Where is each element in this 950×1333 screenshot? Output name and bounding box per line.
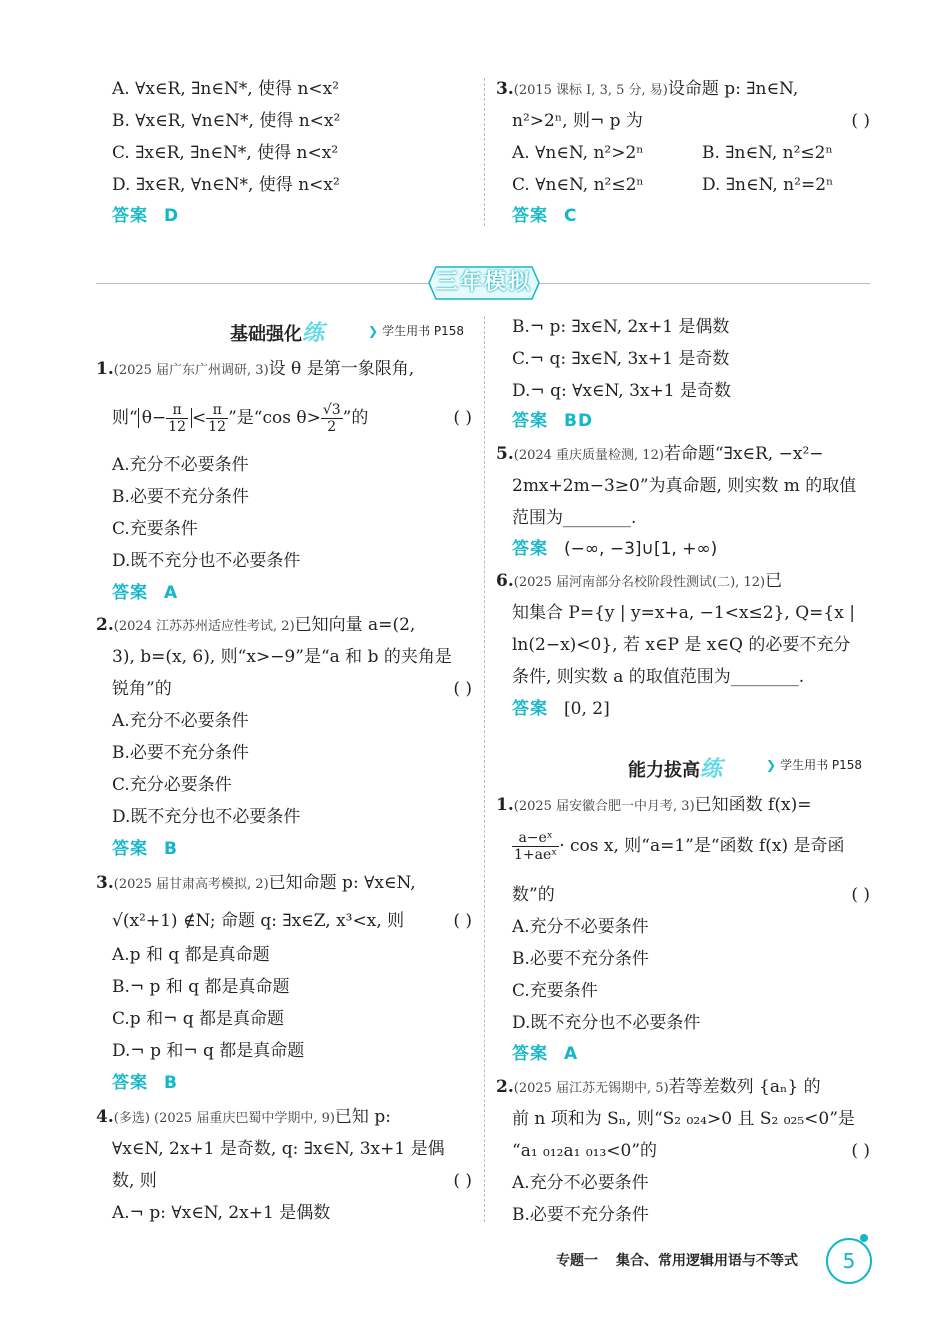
option-c: C. ∀n∈N, n²≤2ⁿ	[512, 175, 644, 195]
section-title-advanced: 能力拔高练	[628, 757, 723, 782]
banner-title: 三年模拟	[435, 270, 532, 295]
answer: 答案 BD	[512, 411, 594, 431]
right-column	[496, 0, 870, 1333]
question-1-advanced: 1.(2025 届安徽合肥一中月考, 3)已知函数 f(x)=	[496, 795, 812, 815]
option-b: B.必要不充分条件	[512, 1205, 649, 1225]
option-b: B. ∀x∈R, ∀n∈N*, 使得 n<x²	[112, 111, 341, 131]
question-1: 1.(2025 届广东广州调研, 3)设 θ 是第一象限角,	[96, 359, 415, 379]
option-b: B. ∃n∈N, n²≤2ⁿ	[702, 143, 833, 163]
abs-expression: θ− $\frac{\pi}{12}$	[138, 408, 192, 428]
option-b: B.¬ p: ∃x∈N, 2x+1 是偶数	[512, 317, 730, 337]
question-1-advanced-line2: $\frac{\text{a−eˣ}}{\text{1+aeˣ}}$ · cos x, 则“a=1”是“函数 f(x) 是奇函	[514, 830, 845, 863]
section-ref-basic: ❯ 学生用书 P158	[368, 324, 465, 338]
question-4-line2: ∀x∈N, 2x+1 是奇数, q: ∃x∈N, 3x+1 是偶	[112, 1139, 445, 1159]
fraction-pi-12-b: $\frac{\pi}{12}$	[208, 402, 227, 435]
option-c: C.充要条件	[112, 519, 198, 539]
answer-paren: ( )	[453, 1171, 472, 1191]
answer: 答案 B	[112, 839, 178, 859]
answer-paren: ( )	[453, 408, 472, 428]
question-3-line2: √(x²+1) ∉N; 命题 q: ∃x∈Z, x³<x, 则	[112, 911, 405, 931]
option-c: C.充要条件	[512, 981, 598, 1001]
option-d: D. ∃x∈R, ∀n∈N*, 使得 n<x²	[112, 175, 340, 195]
option-a: A.p 和 q 都是真命题	[112, 945, 270, 965]
option-d: D.¬ p 和¬ q 都是真命题	[112, 1041, 305, 1061]
option-d: D.既不充分也不必要条件	[112, 807, 301, 827]
question-2-advanced-line2: 前 n 项和为 Sₙ, 则“S₂ ₀₂₄>0 且 S₂ ₀₂₅<0”是	[512, 1109, 855, 1129]
answer-paren: ( )	[851, 111, 870, 131]
option-b: B.必要不充分条件	[112, 743, 249, 763]
option-a: A.充分不必要条件	[512, 1173, 649, 1193]
question-6-line3: ln(2−x)<0}, 若 x∈P 是 x∈Q 的必要不充分	[512, 635, 851, 655]
question-3-line2: n²>2ⁿ, 则¬ p 为	[512, 111, 643, 131]
left-column	[96, 0, 472, 1333]
question-3: 3.(2015 课标 Ⅰ, 3, 5 分, 易)设命题 p: ∃n∈N,	[496, 79, 799, 99]
answer: 答案 C	[512, 206, 578, 226]
option-b: B.必要不充分条件	[112, 487, 249, 507]
option-d: D.¬ q: ∀x∈N, 3x+1 是奇数	[512, 381, 731, 401]
fraction-pi-12: $\frac{\pi}{12}$	[168, 402, 187, 435]
answer: 答案 A	[512, 1044, 579, 1064]
question-6: 6.(2025 届河南部分名校阶段性测试(二), 12)已	[496, 571, 783, 591]
question-1-line2: 则“ θ− $\frac{\pi}{12}$ < $\frac{\pi}{12}$ ”是“cos θ> $\frac{√3}{2}$ ”的	[112, 402, 369, 435]
option-a: A.充分不必要条件	[512, 917, 649, 937]
answer-paren: ( )	[851, 1141, 870, 1161]
question-2-line2: 3), b=(x, 6), 则“x>−9”是“a 和 b 的夹角是	[112, 647, 452, 667]
top-column-divider	[484, 78, 485, 226]
option-c: C.¬ q: ∃x∈N, 3x+1 是奇数	[512, 349, 730, 369]
answer: 答案 B	[112, 1073, 178, 1093]
option-d: D. ∃n∈N, n²=2ⁿ	[702, 175, 834, 195]
option-a: A.充分不必要条件	[112, 455, 249, 475]
answer: 答案 D	[112, 206, 180, 226]
question-2-advanced: 2.(2025 届江苏无锡期中, 5)若等差数列 {aₙ} 的	[496, 1077, 821, 1097]
option-d: D.既不充分也不必要条件	[112, 551, 301, 571]
option-d: D.既不充分也不必要条件	[512, 1013, 701, 1033]
answer: 答案 (−∞, −3]∪[1, +∞)	[512, 539, 718, 559]
answer: 答案 A	[112, 583, 179, 603]
question-6-line2: 知集合 P={y | y=x+a, −1<x≤2}, Q={x |	[512, 603, 855, 623]
option-b: B.必要不充分条件	[512, 949, 649, 969]
answer: 答案 [0, 2]	[512, 699, 610, 719]
question-2-line3: 锐角”的	[112, 679, 172, 699]
chevron-right-icon: ❯	[766, 758, 777, 772]
chevron-right-icon: ❯	[368, 324, 379, 338]
question-4: 4.(多选) (2025 届重庆巴蜀中学期中, 9)已知 p:	[96, 1107, 391, 1127]
fraction-sqrt3-2: $\frac{√3}{2}$	[322, 402, 341, 435]
question-5: 5.(2024 重庆质量检测, 12)若命题“∃x∈R, −x²−	[496, 444, 824, 464]
question-4-line3: 数, 则	[112, 1171, 157, 1191]
fraction-function: $\frac{\text{a−eˣ}}{\text{1+aeˣ}}$	[514, 830, 558, 863]
section-title-basic: 基础强化练	[230, 321, 325, 346]
page-number: 5	[826, 1238, 872, 1284]
option-c: C.p 和¬ q 都是真命题	[112, 1009, 285, 1029]
option-a: A. ∀n∈N, n²>2ⁿ	[512, 143, 644, 163]
answer-paren: ( )	[453, 911, 472, 931]
option-c: C.充分必要条件	[112, 775, 232, 795]
option-c: C. ∃x∈R, ∃n∈N*, 使得 n<x²	[112, 143, 339, 163]
main-column-divider	[484, 316, 485, 1222]
option-a: A.¬ p: ∀x∈N, 2x+1 是偶数	[112, 1203, 331, 1223]
option-b: B.¬ p 和 q 都是真命题	[112, 977, 290, 997]
question-2: 2.(2024 江苏苏州适应性考试, 2)已知向量 a=(2,	[96, 615, 416, 635]
answer-paren: ( )	[453, 679, 472, 699]
question-2-advanced-line3: “a₁ ₀₁₂a₁ ₀₁₃<0”的	[512, 1141, 658, 1161]
question-1-advanced-line3: 数”的	[512, 885, 555, 905]
option-a: A.充分不必要条件	[112, 711, 249, 731]
question-5-line2: 2mx+2m−3≥0”为真命题, 则实数 m 的取值	[512, 476, 857, 496]
answer-paren: ( )	[851, 885, 870, 905]
question-6-line4: 条件, 则实数 a 的取值范围为________.	[512, 667, 805, 687]
option-a: A. ∀x∈R, ∃n∈N*, 使得 n<x²	[112, 79, 340, 99]
question-5-line3: 范围为________.	[512, 508, 637, 528]
section-ref-advanced: ❯ 学生用书 P158	[766, 758, 863, 772]
question-3: 3.(2025 届甘肃高考模拟, 2)已知命题 p: ∀x∈N,	[96, 873, 416, 893]
footer-chapter: 专题一 集合、常用逻辑用语与不等式	[556, 1253, 798, 1269]
